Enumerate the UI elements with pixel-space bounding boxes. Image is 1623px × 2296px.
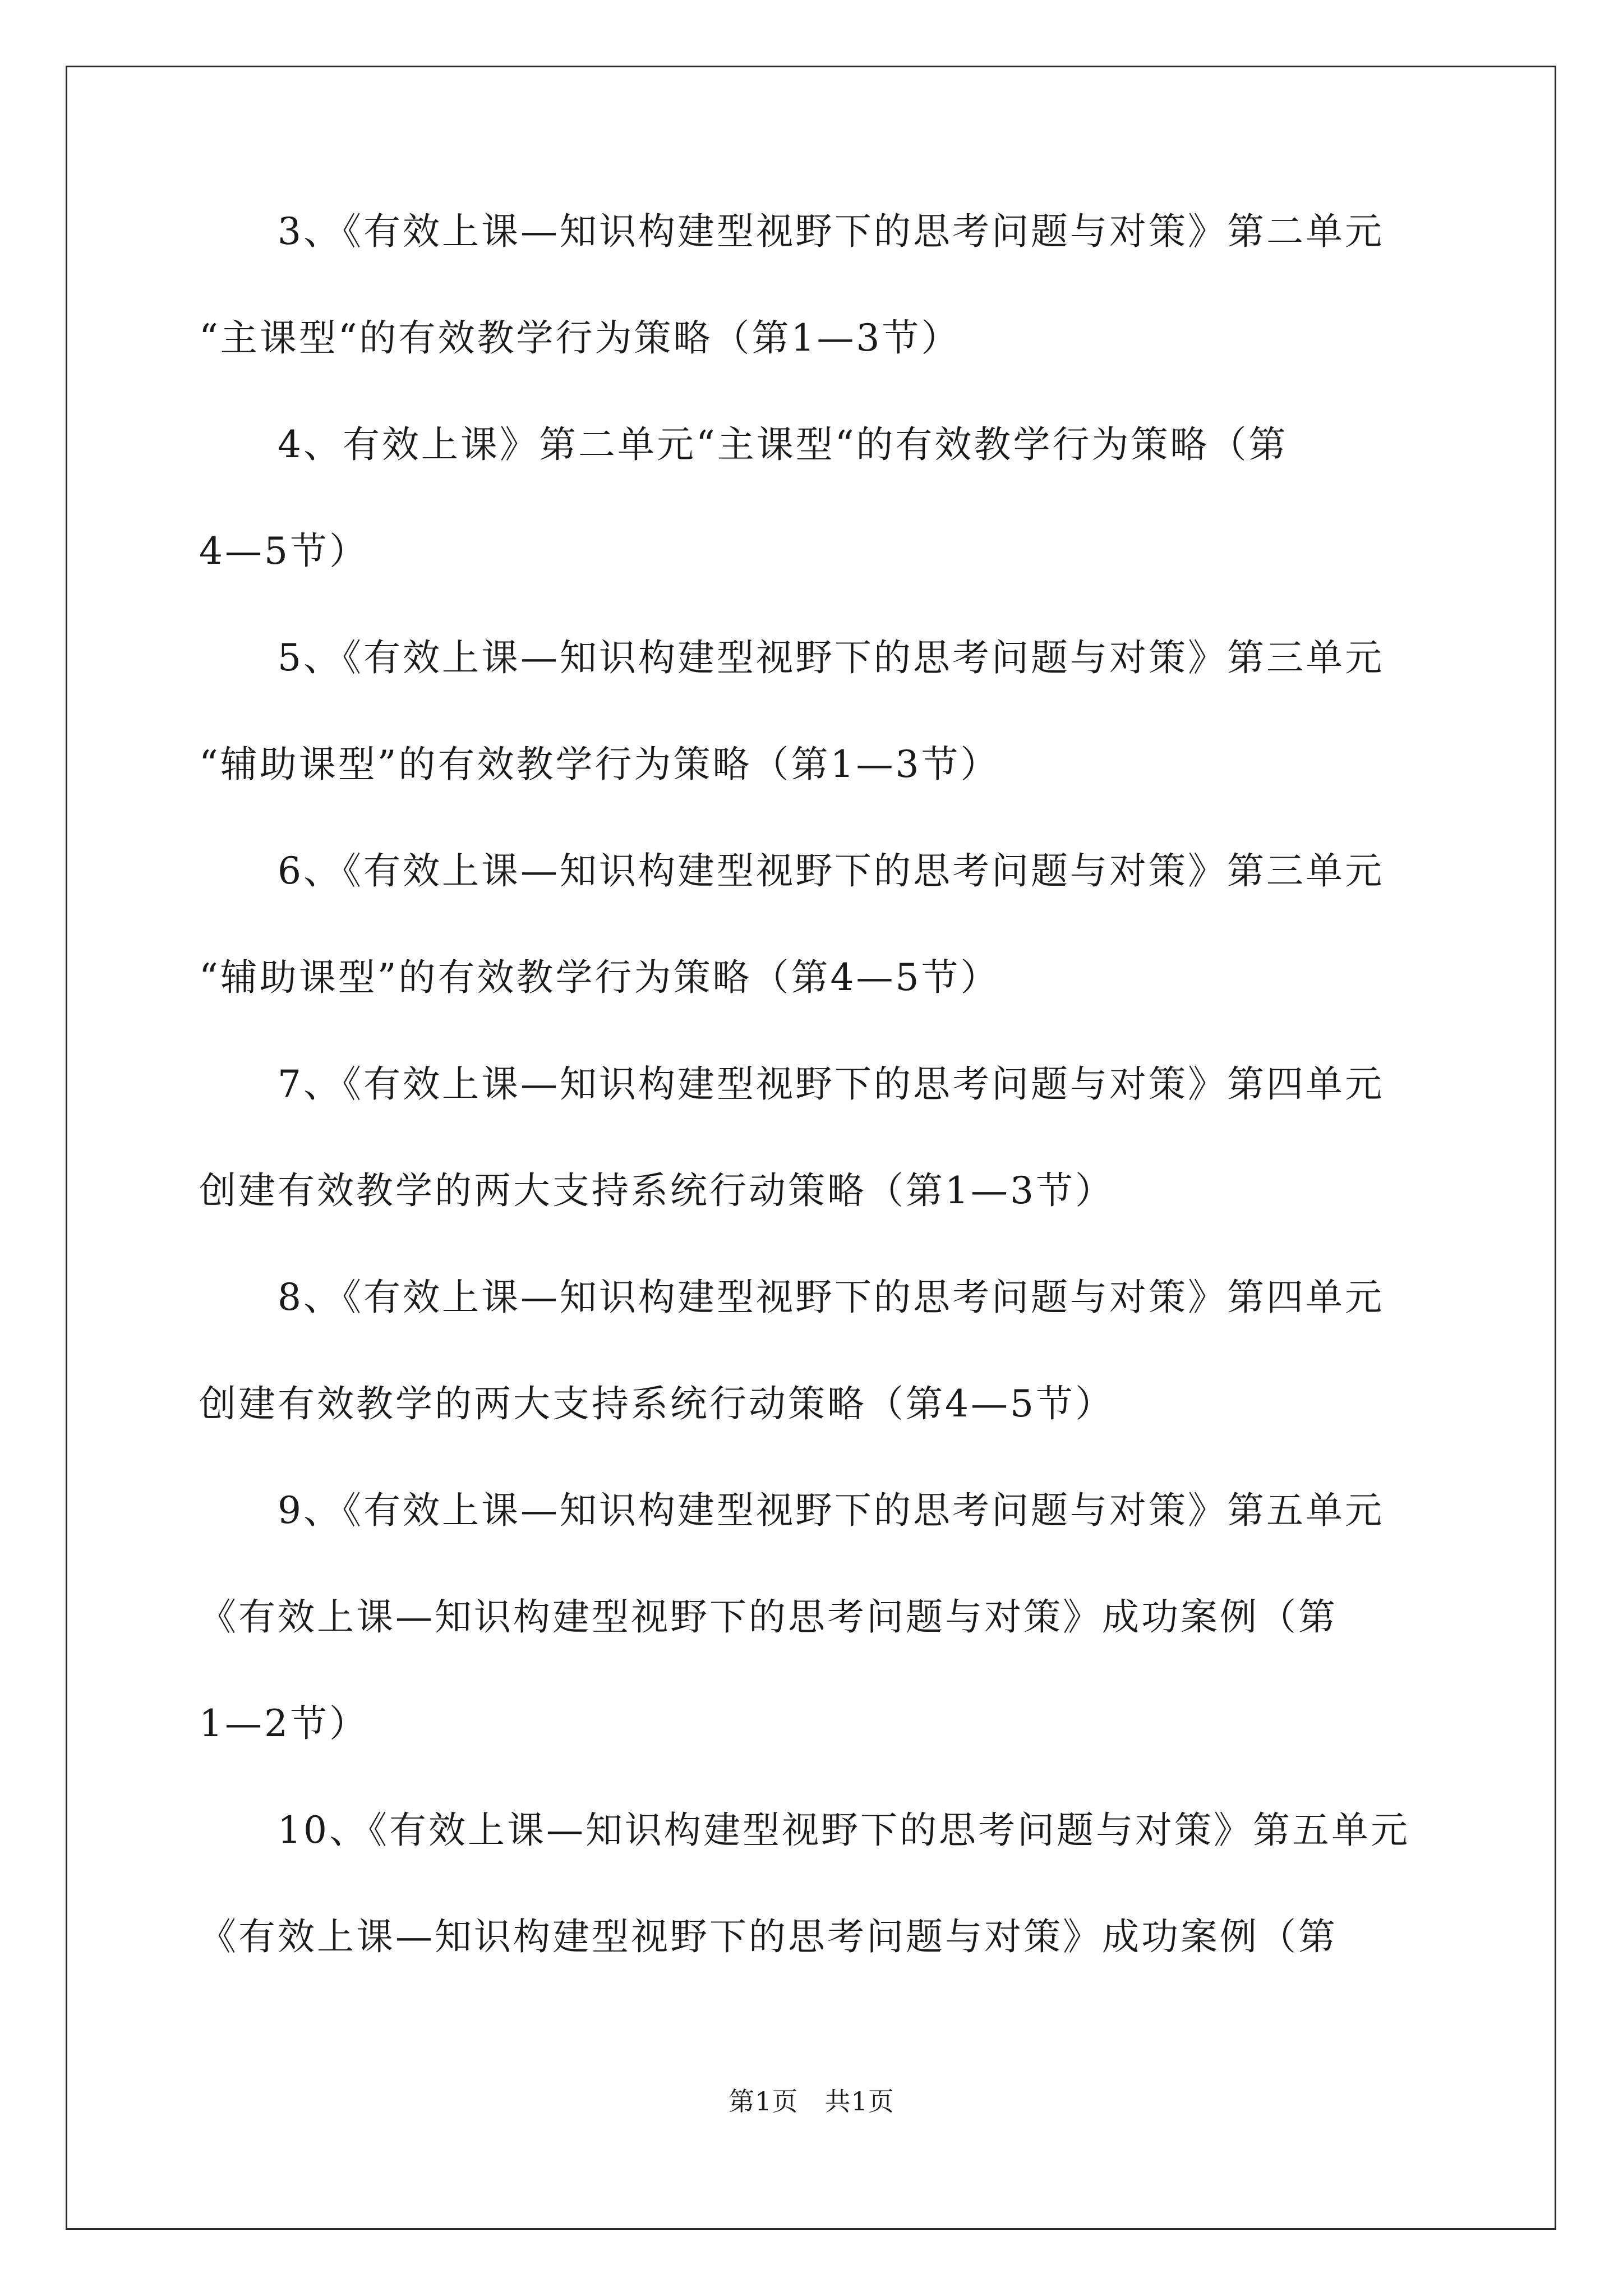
paragraph-3-line-2: “主课型“的有效教学行为策略（第1—3节）: [199, 316, 961, 360]
paragraph-7-line-2: 创建有效教学的两大支持系统行动策略（第1—3节）: [199, 1169, 1114, 1212]
paragraph-8-line-1: 8、《有效上课—知识构建型视野下的思考问题与对策》第四单元: [278, 1276, 1384, 1319]
paragraph-7-line-1: 7、《有效上课—知识构建型视野下的思考问题与对策》第四单元: [278, 1062, 1384, 1106]
paragraph-5-line-2: “辅助课型”的有效教学行为策略（第1—3节）: [199, 743, 1000, 786]
paragraph-4-line-2: 4—5节）: [199, 530, 368, 573]
paragraph-5-line-1: 5、《有效上课—知识构建型视野下的思考问题与对策》第三单元: [278, 636, 1384, 679]
page-border: [66, 66, 1556, 2230]
paragraph-9-line-2: 《有效上课—知识构建型视野下的思考问题与对策》成功案例（第: [199, 1595, 1338, 1639]
paragraph-9-line-1: 9、《有效上课—知识构建型视野下的思考问题与对策》第五单元: [278, 1489, 1384, 1532]
paragraph-10-line-2: 《有效上课—知识构建型视野下的思考问题与对策》成功案例（第: [199, 1915, 1338, 1958]
paragraph-10-line-1: 10、《有效上课—知识构建型视野下的思考问题与对策》第五单元: [278, 1809, 1410, 1852]
paragraph-8-line-2: 创建有效教学的两大支持系统行动策略（第4—5节）: [199, 1382, 1114, 1425]
page-number-footer: 第1页 共1页: [728, 2086, 895, 2116]
paragraph-9-line-3: 1—2节）: [199, 1702, 368, 1745]
paragraph-3-line-1: 3、《有效上课—知识构建型视野下的思考问题与对策》第二单元: [278, 210, 1384, 253]
paragraph-4-line-1: 4、有效上课》第二单元“主课型“的有效教学行为策略（第: [278, 423, 1288, 466]
paragraph-6-line-1: 6、《有效上课—知识构建型视野下的思考问题与对策》第三单元: [278, 849, 1384, 892]
paragraph-6-line-2: “辅助课型”的有效教学行为策略（第4—5节）: [199, 956, 1000, 999]
